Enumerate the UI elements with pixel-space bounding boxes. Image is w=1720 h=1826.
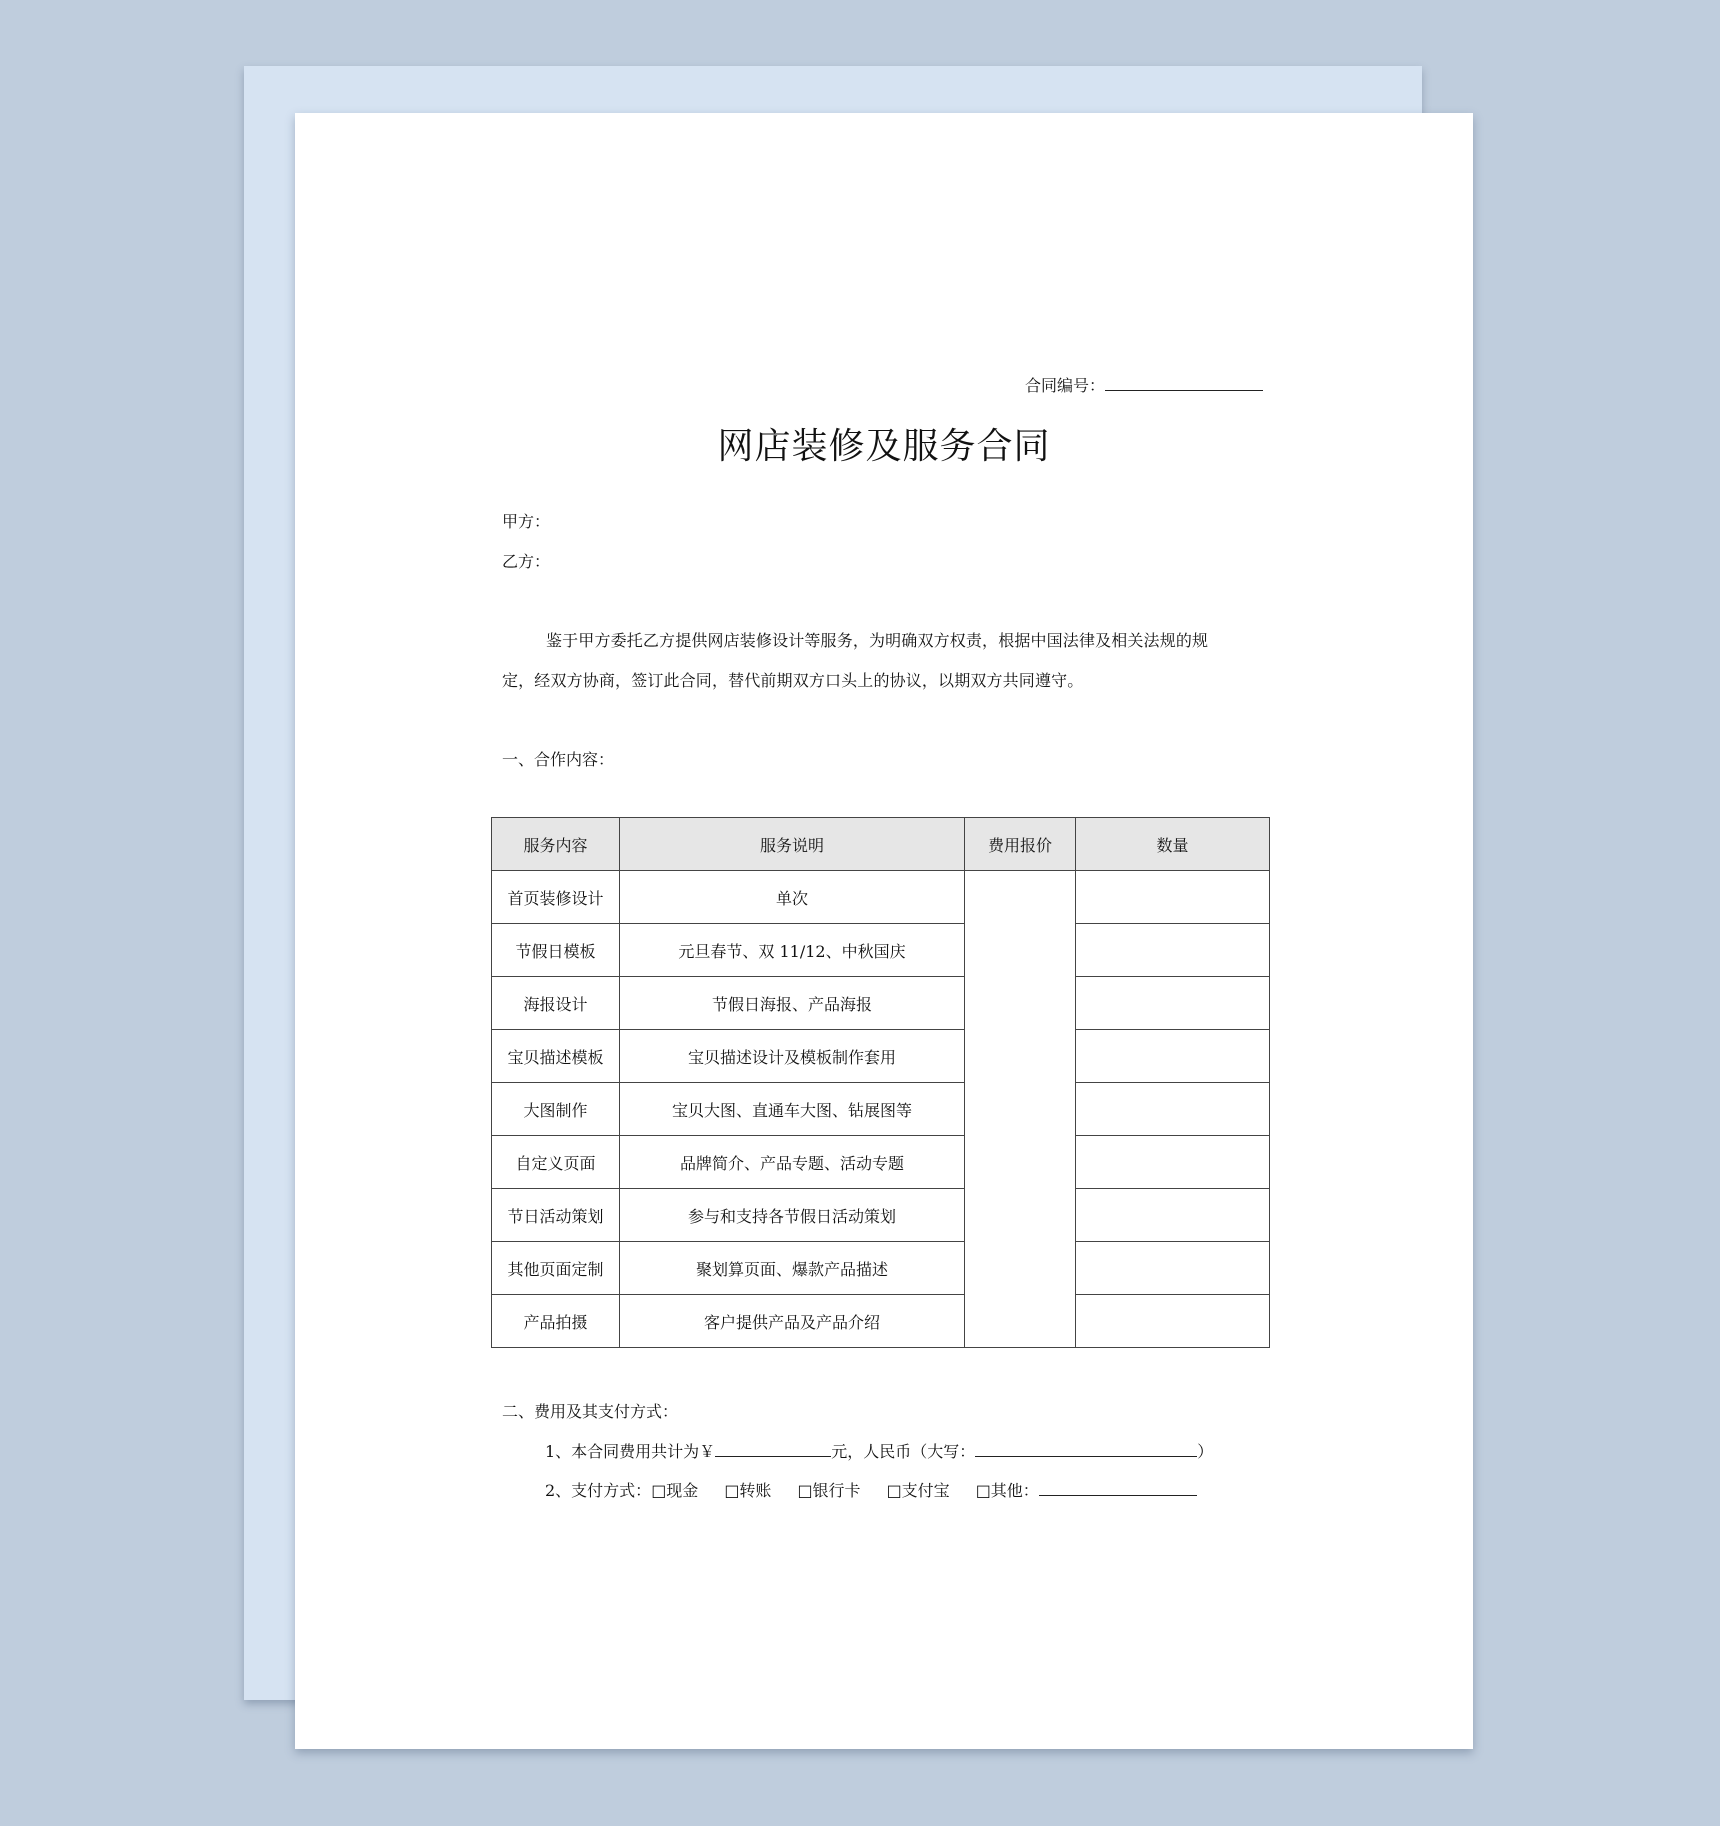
option-alipay-checkbox[interactable]: □支付宝	[886, 1481, 950, 1500]
header-service-item: 服务内容	[492, 818, 620, 871]
document-title: 网店装修及服务合同	[717, 426, 1051, 467]
price-cell-merged[interactable]	[965, 871, 1076, 1348]
table-row	[492, 1030, 1270, 1083]
quantity-cell[interactable]	[1076, 1030, 1270, 1083]
service-desc: 客户提供产品及产品介绍	[620, 1295, 965, 1348]
table-row	[492, 1189, 1270, 1242]
amount-blank[interactable]	[715, 1439, 831, 1457]
service-item: 产品拍摄	[492, 1295, 620, 1348]
party-b-label: 乙方：	[502, 552, 551, 571]
header-service-desc: 服务说明	[620, 818, 965, 871]
contract-page	[295, 113, 1473, 1749]
other-method-blank[interactable]	[1039, 1478, 1197, 1496]
option-transfer-checkbox[interactable]: □转账	[724, 1481, 772, 1500]
table-row	[492, 871, 1270, 924]
header-price: 费用报价	[965, 818, 1076, 871]
payment-total-end: ）	[1197, 1442, 1214, 1461]
option-cash-checkbox[interactable]: □现金	[651, 1481, 699, 1500]
table-row	[492, 924, 1270, 977]
quantity-cell[interactable]	[1076, 1242, 1270, 1295]
service-desc: 元旦春节、双 11/12、中秋国庆	[620, 924, 965, 977]
service-desc: 聚划算页面、爆款产品描述	[620, 1242, 965, 1295]
contract-number-blank[interactable]	[1105, 373, 1263, 391]
table-row	[492, 1242, 1270, 1295]
option-other-checkbox[interactable]: □其他：	[975, 1481, 1039, 1500]
service-item: 首页装修设计	[492, 871, 620, 924]
intro-paragraph-line-1: 鉴于甲方委托乙方提供网店装修设计等服务，为明确双方权责，根据中国法律及相关法规的规	[546, 631, 1209, 650]
payment-total-line	[545, 1439, 1213, 1462]
service-item: 节假日模板	[492, 924, 620, 977]
quantity-cell[interactable]	[1076, 924, 1270, 977]
amount-in-words-blank[interactable]	[975, 1439, 1197, 1457]
quantity-cell[interactable]	[1076, 871, 1270, 924]
service-desc: 单次	[620, 871, 965, 924]
payment-method-line	[545, 1478, 1197, 1501]
quantity-cell[interactable]	[1076, 1189, 1270, 1242]
contract-number-label: 合同编号：	[1024, 376, 1105, 395]
service-item: 大图制作	[492, 1083, 620, 1136]
service-desc: 节假日海报、产品海报	[620, 977, 965, 1030]
payment-total-prefix: 1、本合同费用共计为￥	[545, 1442, 716, 1461]
quantity-cell[interactable]	[1076, 1083, 1270, 1136]
service-item: 宝贝描述模板	[492, 1030, 620, 1083]
quantity-cell[interactable]	[1076, 1295, 1270, 1348]
service-item: 自定义页面	[492, 1136, 620, 1189]
party-a-label: 甲方：	[502, 512, 551, 531]
service-item: 其他页面定制	[492, 1242, 620, 1295]
table-header-row	[492, 818, 1270, 871]
intro-paragraph-line-2: 定，经双方协商，签订此合同，替代前期双方口头上的协议，以期双方共同遵守。	[502, 671, 1084, 690]
payment-method-prefix: 2、支付方式：	[545, 1481, 652, 1500]
option-bank-card-checkbox[interactable]: □银行卡	[797, 1481, 861, 1500]
service-desc: 宝贝大图、直通车大图、钻展图等	[620, 1083, 965, 1136]
service-item: 海报设计	[492, 977, 620, 1030]
section-2-title: 二、费用及其支付方式：	[502, 1402, 679, 1421]
service-desc: 品牌简介、产品专题、活动专题	[620, 1136, 965, 1189]
service-table	[491, 817, 1270, 1348]
service-desc: 参与和支持各节假日活动策划	[620, 1189, 965, 1242]
service-item: 节日活动策划	[492, 1189, 620, 1242]
header-quantity: 数量	[1076, 818, 1270, 871]
service-desc: 宝贝描述设计及模板制作套用	[620, 1030, 965, 1083]
table-row	[492, 977, 1270, 1030]
table-row	[492, 1136, 1270, 1189]
payment-total-mid: 元，人民币（大写：	[831, 1442, 976, 1461]
quantity-cell[interactable]	[1076, 1136, 1270, 1189]
section-1-title: 一、合作内容：	[502, 750, 615, 769]
contract-number	[1025, 373, 1263, 396]
table-row	[492, 1295, 1270, 1348]
quantity-cell[interactable]	[1076, 977, 1270, 1030]
table-row	[492, 1083, 1270, 1136]
